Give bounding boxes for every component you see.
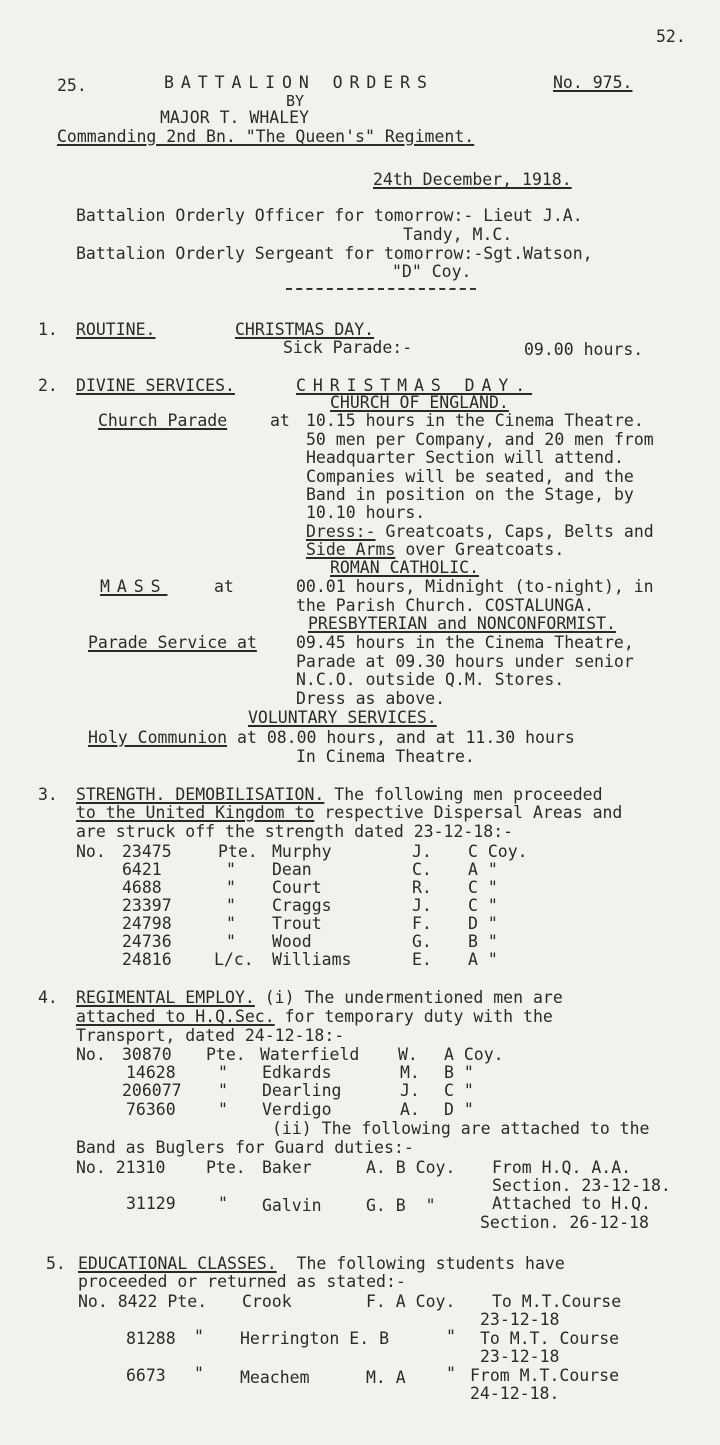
rank: Pte.: [206, 1045, 246, 1064]
company: C ": [468, 896, 498, 915]
surname: Dean: [272, 860, 312, 879]
company: D ": [468, 914, 498, 933]
order-page-number: 25.: [57, 76, 87, 95]
company: C ": [468, 878, 498, 897]
surname: Wood: [272, 932, 312, 951]
rank: ": [226, 860, 236, 879]
section-1-heading: ROUTINE.: [76, 320, 156, 339]
order-date: 24th December, 1918.: [373, 170, 572, 189]
surname: Craggs: [272, 896, 332, 915]
church-parade-line-3: Headquarter Section will attend.: [306, 448, 624, 467]
company: M. A: [366, 1368, 406, 1387]
surname: Herrington E. B: [240, 1329, 390, 1348]
presbyterian-heading: PRESBYTERIAN and NONCONFORMIST.: [308, 614, 616, 633]
company: A Coy.: [444, 1045, 504, 1064]
rank: ": [218, 1194, 228, 1213]
church-parade-line-6: 10.10 hours.: [306, 503, 426, 522]
section-3-heading: STRENGTH. DEMOBILISATION.: [76, 785, 325, 804]
initial: J.: [400, 1081, 420, 1100]
rank: ": [226, 932, 236, 951]
service-number: 31129: [126, 1194, 176, 1213]
section-3-no-label: No.: [76, 842, 106, 861]
rank: ": [226, 878, 236, 897]
surname: Court: [272, 878, 322, 897]
service-number: 4688: [122, 878, 162, 897]
buglers-intro-1: (ii) The following are attached to the: [272, 1119, 650, 1138]
initial: M.: [400, 1063, 420, 1082]
service-number: 6421: [122, 860, 162, 879]
section-4-duty: for temporary duty with the: [274, 1007, 553, 1026]
church-parade-at: at: [270, 411, 290, 430]
note-line-2: 24-12-18.: [470, 1384, 560, 1403]
orderly-sergeant-line: Battalion Orderly Sergeant for tomorrow:-Sgt.Watson,: [76, 244, 593, 263]
rank: ": [194, 1327, 204, 1346]
service-number: No. 21310: [76, 1158, 166, 1177]
orderly-officer-cont: Tandy, M.C.: [403, 225, 513, 244]
orderly-sergeant-cont: "D" Coy.: [392, 262, 472, 281]
page-number: 52.: [656, 27, 686, 46]
section-4-heading: REGIMENTAL EMPLOY.: [76, 988, 255, 1007]
section-5-intro-1: [78, 1255, 565, 1273]
section-3-intro-2: [76, 804, 622, 822]
section-3-intro-3: are struck off the strength dated 23-12-18:-: [76, 822, 514, 841]
company: F. A Coy.: [366, 1292, 456, 1311]
by-label: BY: [286, 92, 305, 110]
service-number: 206077: [122, 1081, 182, 1100]
dress-line-2: [306, 541, 564, 559]
initial: J.: [412, 896, 432, 915]
section-4-intro-1: [76, 989, 563, 1007]
section-4-intro-3: Transport, dated 24-12-18:-: [76, 1026, 345, 1045]
note-line-2: Section. 23-12-18.: [492, 1176, 671, 1195]
holy-communion-line: [88, 729, 575, 747]
rank: ": [218, 1081, 228, 1100]
note-line-2: 23-12-18: [480, 1310, 560, 1329]
company: B ": [468, 932, 498, 951]
initial: C.: [412, 860, 432, 879]
dress-items-1: Greatcoats, Caps, Belts and: [375, 522, 654, 541]
section-2-number: 2.: [38, 376, 58, 395]
roman-catholic-heading: ROMAN CATHOLIC.: [330, 558, 480, 577]
dress-line-1: [306, 523, 654, 541]
section-1-subheading: CHRISTMAS DAY.: [235, 320, 375, 339]
section-3-dispersal: respective Dispersal Areas and: [314, 803, 623, 822]
surname: Verdigo: [262, 1100, 332, 1119]
company: A. B Coy.: [366, 1158, 456, 1177]
church-parade-label: Church Parade: [98, 411, 228, 430]
section-2-subheading: CHRISTMAS DAY.: [296, 376, 533, 395]
rank: ": [218, 1063, 228, 1082]
service-number: 30870: [122, 1045, 172, 1064]
parade-service-line-2: Parade at 09.30 hours under senior: [296, 652, 634, 671]
ditto-mark: ": [446, 1327, 456, 1346]
section-5-heading: EDUCATIONAL CLASSES.: [78, 1254, 277, 1273]
rank: Pte.: [206, 1158, 246, 1177]
service-number: 24798: [122, 914, 172, 933]
company: C Coy.: [468, 842, 528, 861]
section-4-intro-text: (i) The undermentioned men are: [254, 988, 563, 1007]
service-number: 23397: [122, 896, 172, 915]
rank: L/c.: [214, 950, 254, 969]
initial: A.: [400, 1100, 420, 1119]
service-number: 23475: [122, 842, 172, 861]
rank: ": [218, 1100, 228, 1119]
section-4-no-label: No.: [76, 1045, 106, 1064]
dress-items-2: over Greatcoats.: [395, 540, 565, 559]
note-line-1: Attached to H.Q.: [492, 1194, 651, 1213]
section-3-number: 3.: [38, 785, 58, 804]
parade-service-line-3: N.C.O. outside Q.M. Stores.: [296, 670, 565, 689]
company: C ": [444, 1081, 474, 1100]
service-number: 76360: [126, 1100, 176, 1119]
service-number: 6673: [126, 1366, 166, 1385]
section-2-heading: DIVINE SERVICES.: [76, 376, 235, 395]
section-3-intro-text: The following men proceeded: [324, 785, 603, 804]
service-number: 24736: [122, 932, 172, 951]
holy-communion-label: Holy Communion: [88, 728, 228, 747]
initial: W.: [398, 1045, 418, 1064]
orderly-officer-line: Battalion Orderly Officer for tomorrow:- Lieut J.A.: [76, 206, 583, 225]
section-3-uk: to the United Kingdom to: [76, 803, 315, 822]
church-parade-line-5: Band in position on the Stage, by: [306, 485, 634, 504]
rank: Pte.: [218, 842, 258, 861]
sick-parade-label: Sick Parade:-: [283, 338, 413, 357]
church-of-england-heading: CHURCH OF ENGLAND.: [330, 393, 509, 412]
initial: G.: [412, 932, 432, 951]
company: A ": [468, 950, 498, 969]
mass-label: MASS: [100, 577, 168, 596]
surname: Galvin: [262, 1196, 322, 1215]
church-parade-line-2: 50 men per Company, and 20 men from: [306, 430, 654, 449]
order-number: No. 975.: [553, 73, 633, 92]
parade-service-line-1: 09.45 hours in the Cinema Theatre,: [296, 633, 634, 652]
company: G. B ": [366, 1196, 436, 1215]
surname: Crook: [242, 1292, 292, 1311]
company: A ": [468, 860, 498, 879]
note-line-1: To M.T. Course: [480, 1329, 620, 1348]
surname: Trout: [272, 914, 322, 933]
voluntary-services-heading: VOLUNTARY SERVICES.: [248, 708, 437, 727]
section-1-number: 1.: [38, 320, 58, 339]
surname: Meachem: [240, 1368, 310, 1387]
surname: Edkards: [262, 1063, 332, 1082]
note-line-1: From H.Q. A.A.: [492, 1158, 632, 1177]
rank: ": [226, 914, 236, 933]
note-line-1: To M.T.Course: [492, 1292, 622, 1311]
initial: F.: [412, 914, 432, 933]
separator-line: [286, 288, 476, 290]
mass-line-2: the Parish Church. COSTALUNGA.: [296, 596, 595, 615]
section-4-hq-sec: attached to H.Q.Sec.: [76, 1007, 275, 1026]
section-4-number: 4.: [38, 988, 58, 1007]
church-parade-line-4: Companies will be seated, and the: [306, 467, 634, 486]
sick-parade-time: 09.00 hours.: [524, 340, 644, 359]
initial: E.: [412, 950, 432, 969]
initial: R.: [412, 878, 432, 897]
surname: Williams: [272, 950, 352, 969]
service-number: 81288: [126, 1329, 176, 1348]
parade-service-label: [88, 634, 257, 652]
rank: ": [194, 1364, 204, 1383]
section-5-intro-2: proceeded or returned as stated:-: [78, 1272, 406, 1291]
parade-service-text: Parade Service at: [88, 633, 257, 652]
document-title: BATTALION ORDERS: [164, 73, 434, 92]
section-3-intro-1: [76, 786, 603, 804]
company: B ": [444, 1063, 474, 1082]
surname: Waterfield: [260, 1045, 360, 1064]
ditto-mark: ": [446, 1364, 456, 1383]
note-line-2: 23-12-18: [480, 1347, 560, 1366]
holy-communion-place: In Cinema Theatre.: [296, 747, 475, 766]
surname: Dearling: [262, 1081, 342, 1100]
rank: ": [226, 896, 236, 915]
dress-label: Dress:-: [306, 522, 376, 541]
section-5-intro-text: The following students have: [276, 1254, 565, 1273]
note-line-1: From M.T.Course: [470, 1366, 620, 1385]
section-5-number: 5.: [46, 1254, 66, 1273]
parade-service-line-4: Dress as above.: [296, 689, 446, 708]
commanding-line: Commanding 2nd Bn. "The Queen's" Regiment.: [57, 127, 475, 146]
service-number: No. 8422 Pte.: [78, 1292, 208, 1311]
note-line-2: Section. 26-12-18: [480, 1213, 649, 1232]
company: D ": [444, 1100, 474, 1119]
buglers-intro-2: Band as Buglers for Guard duties:-: [76, 1138, 414, 1157]
holy-communion-time: at 08.00 hours, and at 11.30 hours: [227, 728, 575, 747]
surname: Murphy: [272, 842, 332, 861]
surname: Baker: [262, 1158, 312, 1177]
commander-name: MAJOR T. WHALEY: [160, 108, 310, 127]
dress-side-arms: Side Arms: [306, 540, 396, 559]
church-parade-line-1: 10.15 hours in the Cinema Theatre.: [306, 411, 644, 430]
service-number: 24816: [122, 950, 172, 969]
service-number: 14628: [126, 1063, 176, 1082]
mass-at: at: [214, 577, 234, 596]
initial: J.: [412, 842, 432, 861]
section-4-intro-2: [76, 1008, 553, 1026]
mass-line-1: 00.01 hours, Midnight (to-night), in: [296, 577, 654, 596]
